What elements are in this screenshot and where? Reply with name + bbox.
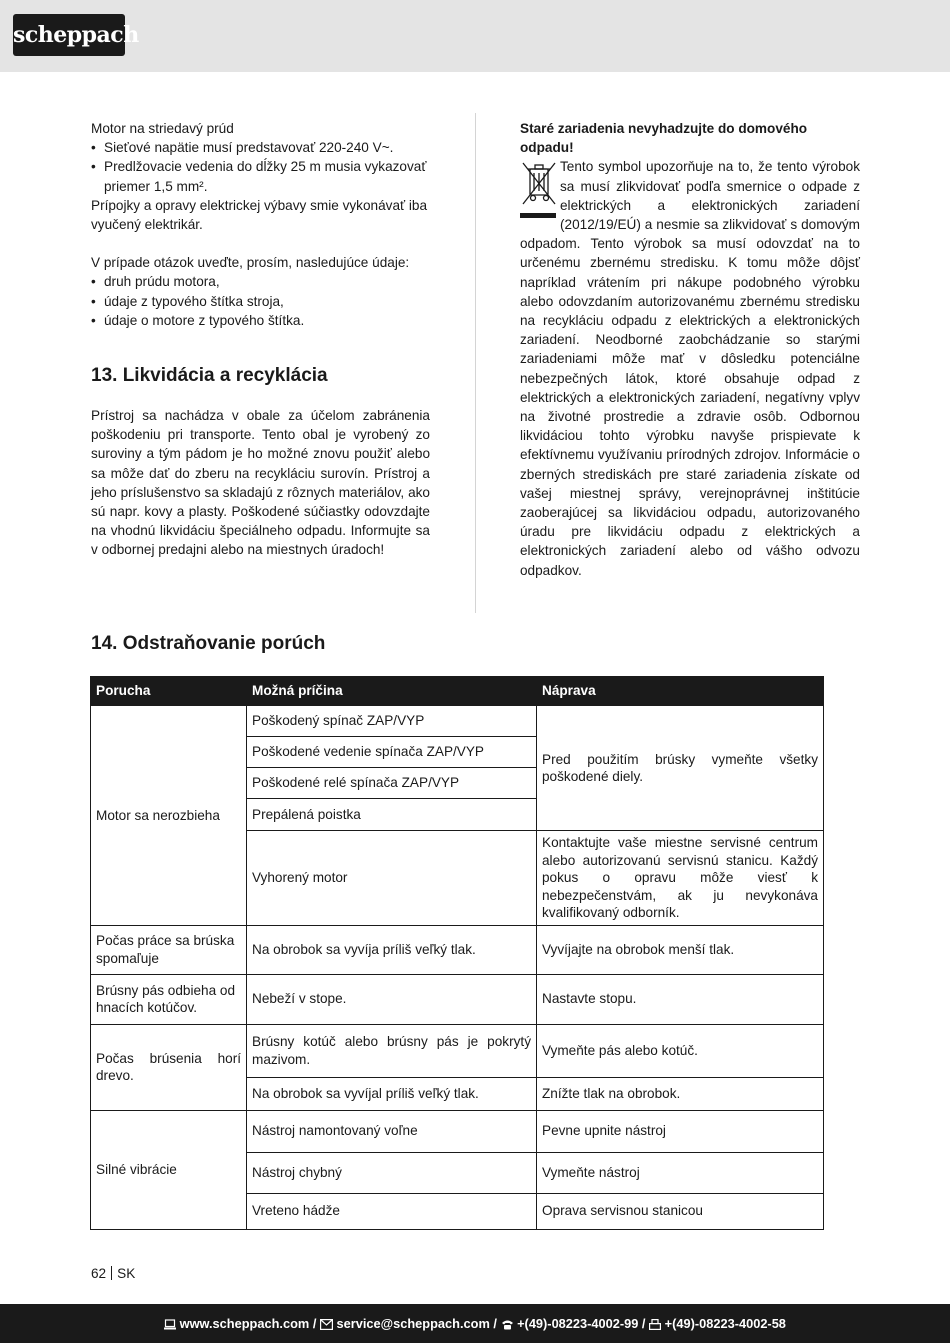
table-row: [91, 706, 824, 737]
table-cell: Nastavte stopu.: [537, 974, 824, 1024]
table-cell: Silné vibrácie: [91, 1110, 247, 1229]
left-column: [91, 119, 430, 330]
connections-note: Prípojky a opravy elektrickej výbavy smie vykonávať iba vyučený elektrikár.: [91, 197, 428, 233]
list-item: • údaje z typového štítka stroja,: [91, 292, 430, 311]
brand-logo: scheppach: [13, 14, 125, 56]
mail-icon: [320, 1316, 333, 1331]
footer-phone: +(49)-08223-4002-99 /: [517, 1316, 646, 1331]
table-cell: Motor sa nerozbieha: [91, 706, 247, 926]
table-cell: Vreteno hádže: [247, 1193, 537, 1229]
table-cell: Počas práce sa brúska spomaľuje: [91, 925, 247, 974]
list-item: • Predlžovacie vedenia do dĺžky 25 m musia vykazovať priemer 1,5 mm².: [91, 157, 430, 195]
table-header-row: [91, 677, 824, 706]
list-item: • Sieťové napätie musí predstavovať 220-240 V~.: [91, 138, 430, 157]
footer-email-link[interactable]: service@scheppach.com /: [336, 1316, 497, 1331]
page-number-value: 62: [91, 1266, 107, 1281]
table-cell: Brúsny kotúč alebo brúsny pás je pokrytý mazivom.: [247, 1024, 537, 1077]
fax-icon: [649, 1316, 661, 1331]
table-row: [91, 974, 824, 1024]
table-cell: Nástroj chybný: [247, 1152, 537, 1193]
column-header: Porucha: [91, 677, 247, 706]
table-cell: Počas brúsenia horí drevo.: [91, 1024, 247, 1110]
table-cell: Nebeží v stope.: [247, 974, 537, 1024]
section-13-text: Prístroj sa nachádza v obale za účelom zabránenia poškodeniu pri transporte. Tento obal je vyrobený zo suroviny a tým pádom je ho možné znovu použiť alebo sa môže dať do zberu na recykláciu surovín. Prístroj a jeho príslušenstvo sa skladajú z rôznych materiálov, ako sú napr. kovy a plasty. Poškodené súčiastky odovzdajte na vhodnú likvidáciu špeciálneho odpadu. Informujte sa v odbornej predajni alebo na miestnych úradoch!: [91, 408, 430, 558]
header-band: [0, 0, 950, 72]
weee-bin-icon: [520, 160, 558, 218]
column-divider: [475, 113, 476, 613]
table-cell: Na obrobok sa vyvíja príliš veľký tlak.: [247, 925, 537, 974]
computer-icon: [164, 1316, 176, 1331]
table-cell: Na obrobok sa vyvíjal príliš veľký tlak.: [247, 1077, 537, 1110]
section-14-heading: 14. Odstraňovanie porúch: [91, 633, 326, 654]
table-cell: Pevne upnite nástroj: [537, 1110, 824, 1152]
troubleshooting-table: [90, 676, 824, 1230]
column-header: Náprava: [537, 677, 824, 706]
table-cell: Vymeňte pás alebo kotúč.: [537, 1024, 824, 1077]
table-cell: Poškodený spínač ZAP/VYP: [247, 706, 537, 737]
footer-website-link[interactable]: www.scheppach.com /: [179, 1316, 317, 1331]
footer-bar: [0, 1304, 950, 1343]
warning-title: Staré zariadenia nevyhadzujte do domového odpadu!: [520, 121, 808, 156]
table-row: [91, 1024, 824, 1077]
column-header: Možná príčina: [247, 677, 537, 706]
footer-fax: +(49)-08223-4002-58: [664, 1316, 786, 1331]
table-cell: Brúsny pás odbieha od hnacích kotúčov.: [91, 974, 247, 1024]
table-cell: Znížte tlak na obrobok.: [537, 1077, 824, 1110]
table-row: [91, 925, 824, 974]
table-cell: Kontaktujte vaše miestne servisné centrum alebo autorizovanú servisnú stanicu. Každý pokus o opravu môže viesť k nebezpečenstvám, ak ju nevykonáva kvalifikovaný odborník.: [537, 831, 824, 926]
page-language: SK: [117, 1266, 136, 1281]
table-cell: Vyhorený motor: [247, 831, 537, 926]
table-cell: Poškodené relé spínača ZAP/VYP: [247, 768, 537, 799]
page-number: [91, 1264, 135, 1283]
table-cell: Nástroj namontovaný voľne: [247, 1110, 537, 1152]
table-cell: Vyvíjajte na obrobok menší tlak.: [537, 925, 824, 974]
table-cell: Pred použitím brúsky vymeňte všetky poškodené diely.: [537, 706, 824, 831]
section-13-heading: 13. Likvidácia a recyklácia: [91, 365, 328, 386]
table-row: [91, 1110, 824, 1152]
warning-text: Tento symbol upozorňuje na to, že tento výrobok sa musí zlikvidovať podľa smernice o odpade z elektrických a elektronických zariadení (2012/19/EÚ) a nesmie sa zlikvidovať s domovým odpadom. Tento výrobok sa musí odovzdať na to určenému zbernému stredisku. K tomu môže dôjsť napríklad vrátením pri nákupe podobného výrobku alebo odovzdaním autorizovanému zbernému stredisku na recykláciu odpadu z elektrických a elektronických zariadení. Neodborné zaobchádzanie so starými zariadeniami môže mať v dôsledku potenciálne nebezpečných látok, ktoré obsahuje odpad z elektrických a elektronických zariadení, negatívny vplyv na životné prostredie a zdravie osôb. Odbornou likvidáciou tohto výrobku navyše prispievate k efektívnemu využívaniu prírodných zdrojov. Informácie o zberných strediskách pre staré zariadenia získate od vašej miestnej správy, verejnoprávnej inštitúcie zaoberajúcej sa likvidáciou odpadu, autorizovaného úradu pre likvidáciu odpadu z elektrických a elektronických zariadení alebo od vášho odvozu odpadkov.: [520, 159, 860, 578]
table-cell: Poškodené vedenie spínača ZAP/VYP: [247, 737, 537, 768]
table-cell: Oprava servisnou stanicou: [537, 1193, 824, 1229]
list-item: • druh prúdu motora,: [91, 272, 430, 291]
table-cell: Vymeňte nástroj: [537, 1152, 824, 1193]
right-column: [520, 119, 860, 580]
table-cell: Prepálená poistka: [247, 799, 537, 831]
questions-intro: V prípade otázok uveďte, prosím, nasledujúce údaje:: [91, 255, 410, 271]
motor-title: Motor na striedavý prúd: [91, 121, 234, 136]
phone-icon: [501, 1316, 514, 1331]
list-item: • údaje o motore z typového štítka.: [91, 311, 430, 330]
